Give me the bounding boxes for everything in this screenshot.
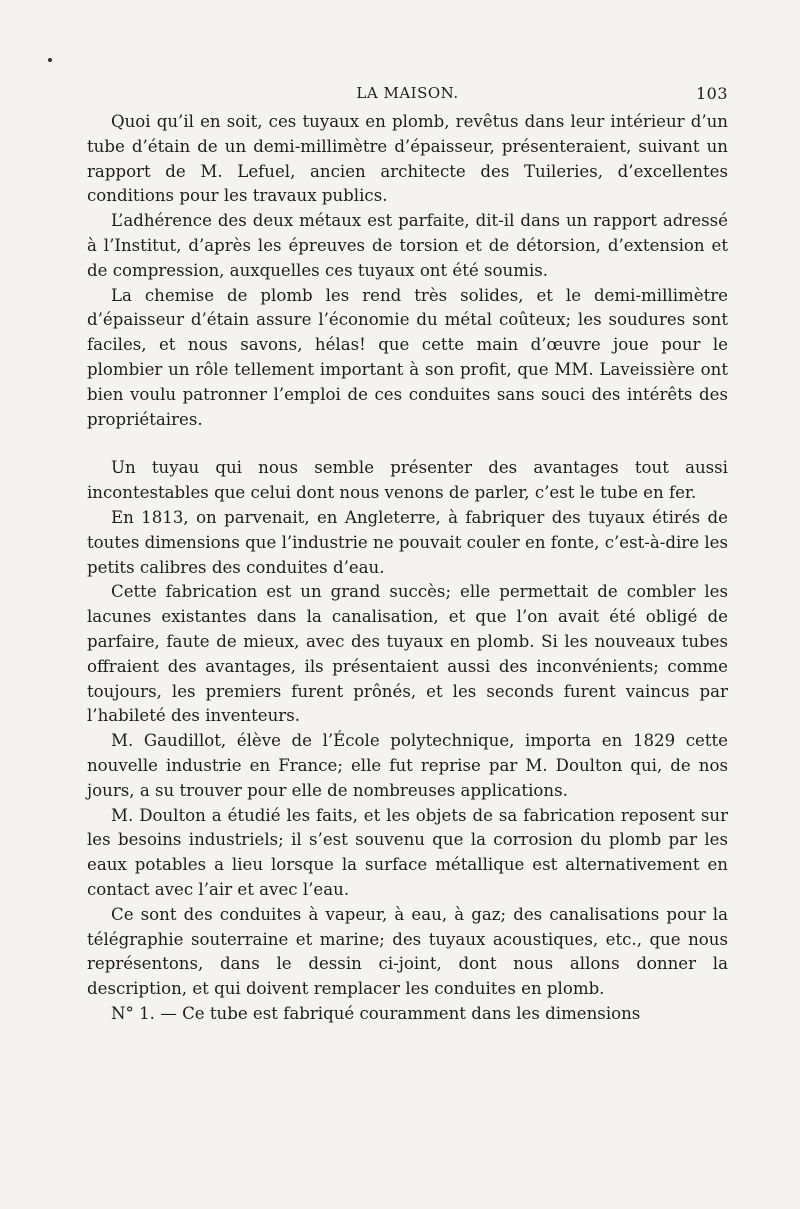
paragraph: M. Gaudillot, élève de l’École polytechnique, importa en 1829 cette nouvelle industrie en France; elle fut reprise par M. Doulton qui, de nos jours, a su trouver pour elle de nombreuses applications. — [87, 731, 728, 800]
running-title: LA MAISON. — [356, 84, 459, 102]
ink-speck — [48, 58, 52, 62]
paragraph: Quoi qu’il en soit, ces tuyaux en plomb, revêtus dans leur intérieur d’un tube d’étain de un demi-millimètre d’épaisseur, présenteraient, suivant un rapport de M. Lefuel, ancien architecte des Tuileries, d’excellentes conditions pour les travaux publics. — [87, 112, 728, 206]
paragraph: En 1813, on parvenait, en Angleterre, à fabriquer des tuyaux étirés de toutes dimensions que l’industrie ne pouvait couler en fonte, c’est-à-dire les petits calibres des conduites d’eau. — [87, 507, 728, 577]
paragraph: M. Doulton a étudié les faits, et les objets de sa fabrication reposent sur les besoins industriels; il s’est souvenu que la corrosion du plomb par les eaux potables a lieu lorsque la surface métallique est alternativement en contact avec l’air et avec l’eau. — [87, 805, 728, 899]
paragraph: L’adhérence des deux métaux est parfaite, dit-il dans un rapport adressé à l’Institut, d’après les épreuves de torsion et de détorsion, d’extension et de compression, auxquelles ces tuyaux ont été soumis. — [87, 211, 728, 280]
paragraph: Cette fabrication est un grand succès; elle permettait de combler les lacunes existantes dans la canalisation, et que l’on avait été obligé de parfaire, faute de mieux, avec des tuyaux en plomb. Si les nouveaux tubes offraient des avantages, ils présentaient aussi des inconvénients; comme toujours, les premiers furent prônés, et les seconds furent vaincus par l’habileté des inventeurs. — [87, 582, 728, 726]
paragraph: Un tuyau qui nous semble présenter des avantages tout aussi incontestables que celui dont nous venons de parler, c’est le tube en fer. — [87, 458, 728, 503]
paragraph: N° 1. — Ce tube est fabriqué couramment dans les dimensions — [111, 1003, 641, 1023]
running-head — [87, 78, 728, 110]
page-number: 103 — [695, 84, 728, 103]
body-text — [87, 110, 728, 1027]
paragraph: La chemise de plomb les rend très solides, et le demi-millimètre d’épaisseur d’étain assure l’économie du métal coûteux; les soudures sont faciles, et nous savons, hélas! que cette main d’œuvre joue pour le plombier un rôle tellement important à son profit, que MM. Laveissière ont bien voulu patronner l’emploi de ces conduites sans souci des intérêts des propriétaires. — [87, 285, 728, 429]
paragraph: Ce sont des conduites à vapeur, à eau, à gaz; des canalisations pour la télégraphie souterraine et marine; des tuyaux acoustiques, etc., que nous représentons, dans le dessin ci-joint, dont nous allons donner la description, et qui doivent remplacer les conduites en plomb. — [87, 904, 728, 999]
